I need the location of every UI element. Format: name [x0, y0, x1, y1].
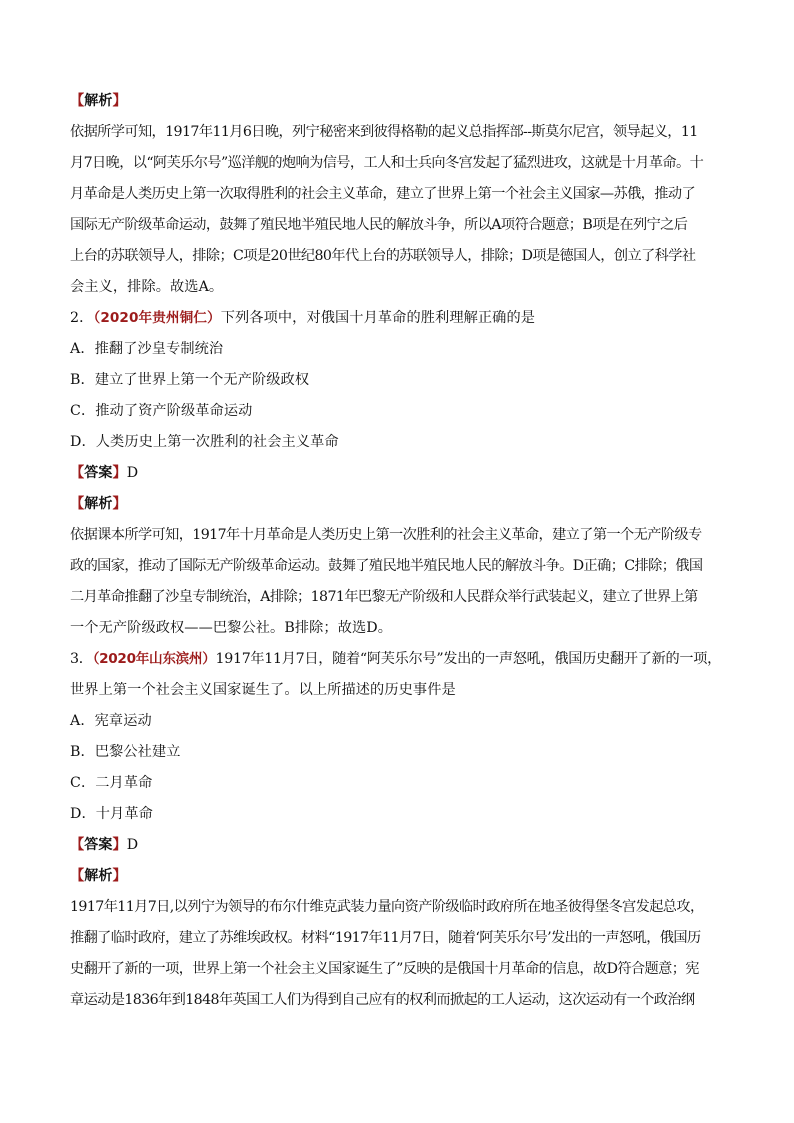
document-page [70, 86, 730, 1016]
q2-source: （2020年贵州铜仁） [93, 310, 221, 326]
q2-analysis-heading: 【解析】 [70, 496, 127, 512]
q3-analysis-line-2: 推翻了临时政府，建立了苏维埃政权。材料“1917年11月7日，随着‘阿芙乐尔号’发出的一声怒吼，俄国历 [70, 930, 701, 946]
q3-analysis-label: 解析 [84, 868, 113, 884]
q2-number: 2． [70, 310, 94, 326]
q2-option-a: A．推翻了沙皇专制统治 [70, 341, 224, 357]
q2-analysis-line-2: 政的国家，推动了国际无产阶级革命运动。鼓舞了殖民地半殖民地人民的解放斗争。D正确；C排除；俄国 [70, 558, 703, 574]
q1-analysis-heading: 【解析】 [70, 93, 127, 109]
q1-analysis-line-5: 上台的苏联领导人，排除；C项是20世纪80年代上台的苏联领导人，排除；D项是德国人，创立了科学社 [70, 248, 696, 264]
q1-analysis-line-3: 月革命是人类历史上第一次取得胜利的社会主义革命，建立了世界上第一个社会主义国家—苏俄，推动了 [70, 186, 696, 202]
q2-analysis-line-1: 依据课本所学可知，1917年十月革命是人类历史上第一次胜利的社会主义革命，建立了第一个无产阶级专 [70, 527, 702, 543]
q3-analysis-heading: 【解析】 [70, 868, 127, 884]
q3-stem-line-2: 世界上第一个社会主义国家诞生了。以上所描述的历史事件是 [70, 682, 456, 698]
q3-analysis-line-3: 史翻开了新的一项，世界上第一个社会主义国家诞生了”反映的是俄国十月革命的信息，故D符合题意；宪 [70, 961, 699, 977]
q1-analysis-line-2: 月7日晚，以“阿芙乐尔号”巡洋舰的炮响为信号，工人和士兵向冬宫发起了猛烈进攻，这就是十月革命。十 [70, 155, 704, 171]
q2-analysis-label: 解析 [84, 496, 113, 512]
q2-stem-text: 下列各项中，对俄国十月革命的胜利理解正确的是 [220, 310, 536, 326]
q3-number: 3． [70, 651, 93, 667]
q3-answer: 【答案】D [70, 837, 139, 853]
q2-answer-label: 答案 [84, 465, 113, 481]
q1-analysis-line-6: 会主义，排除。故选A。 [70, 279, 224, 295]
q2-analysis-line-3: 二月革命推翻了沙皇专制统治，A排除；1871年巴黎无产阶级和人民群众举行武装起义，建立了世界上第 [70, 589, 698, 605]
q1-analysis-line-4: 国际无产阶级革命运动，鼓舞了殖民地半殖民地人民的解放斗争，所以A项符合题意；B项是在列宁之后 [70, 217, 688, 233]
q2-option-c: C．推动了资产阶级革命运动 [70, 403, 253, 419]
q3-option-b: B．巴黎公社建立 [70, 744, 181, 760]
q2-answer: 【答案】D [70, 465, 139, 481]
q3-source: （2020年山东滨州） [92, 651, 216, 667]
q2-option-d: D．人类历史上第一次胜利的社会主义革命 [70, 434, 339, 450]
q3-analysis-line-4: 章运动是1836年到1848年英国工人们为得到自己应有的权利而掀起的工人运动，这次运动有一个政治纲 [70, 992, 695, 1008]
q2-analysis-line-4: 一个无产阶级政权——巴黎公社。B排除；故选D。 [70, 620, 393, 636]
q3-analysis-line-1: 1917年11月7日,以列宁为领导的布尔什维克武装力量向资产阶级临时政府所在地圣彼得堡冬宫发起总攻， [70, 899, 704, 915]
q3-option-c: C．二月革命 [70, 775, 153, 791]
q2-stem [70, 303, 730, 334]
q2-answer-value: D [126, 465, 139, 481]
q3-stem [70, 644, 730, 675]
q1-analysis-line-1: 依据所学可知，1917年11月6日晚，列宁秘密来到彼得格勒的起义总指挥部--斯莫尔尼宫，领导起义，11 [70, 124, 698, 140]
q3-option-d: D．十月革命 [70, 806, 153, 822]
q3-stem-line-1: 1917年11月7日，随着“阿芙乐尔号”发出的一声怒吼，俄国历史翻开了新的一项， [215, 651, 722, 667]
q1-analysis-label: 解析 [84, 93, 113, 109]
q3-option-a: A．宪章运动 [70, 713, 152, 729]
q3-answer-label: 答案 [84, 837, 113, 853]
q3-answer-value: D [126, 837, 139, 853]
q2-option-b: B．建立了世界上第一个无产阶级政权 [70, 372, 310, 388]
